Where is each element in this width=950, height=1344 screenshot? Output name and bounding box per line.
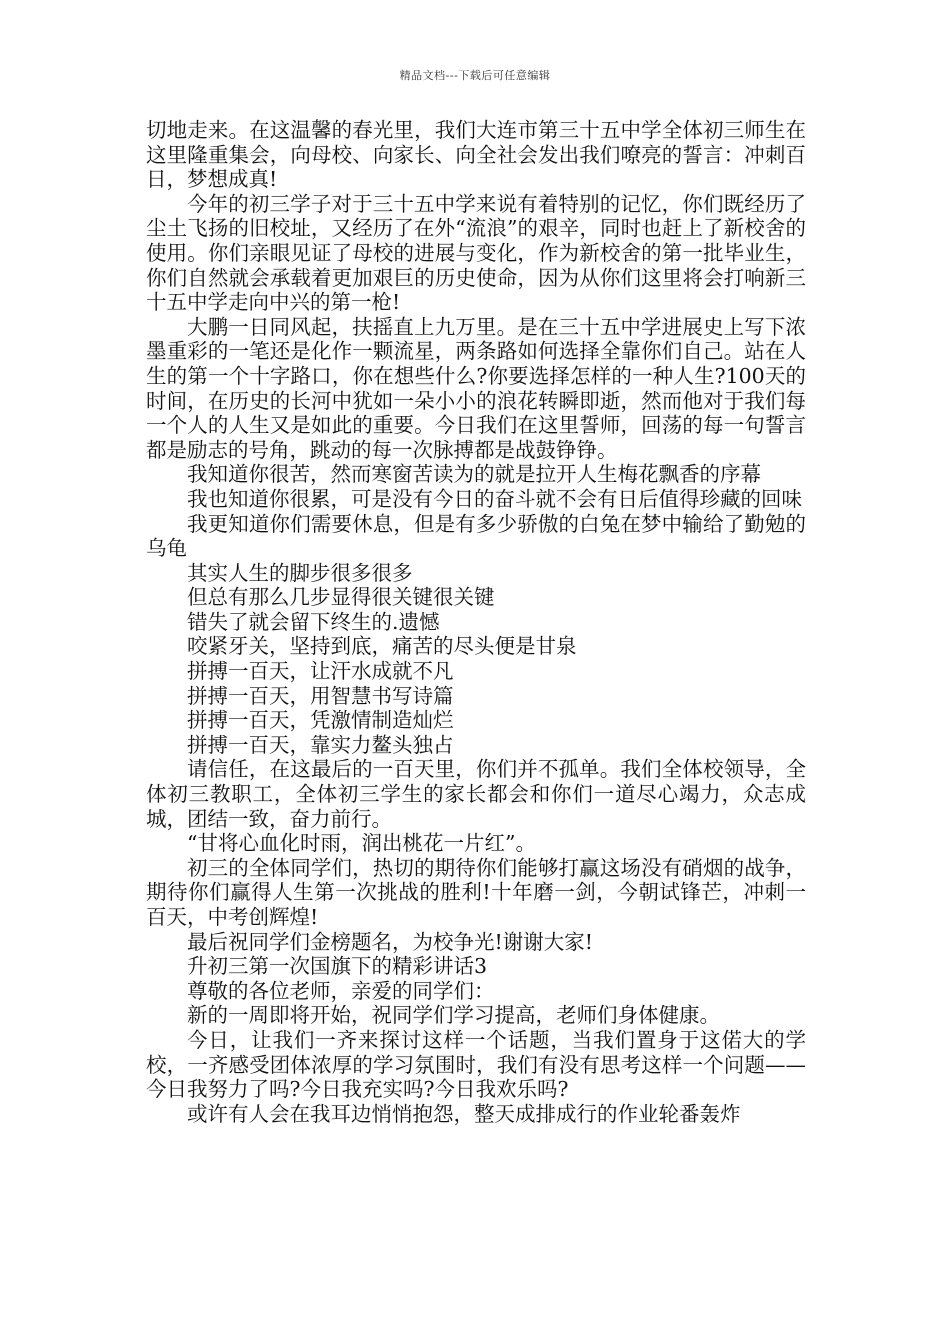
paragraph: 新的一周即将开始，祝同学们学习提高，老师们身体健康。	[187, 1003, 720, 1028]
paragraph: 或许有人会在我耳边悄悄抱怨，整天成排成行的作业轮番轰炸	[187, 1101, 741, 1126]
paragraph: 咬紧牙关，坚持到底，痛苦的尽头便是甘泉	[187, 634, 577, 659]
paragraph: 切地走来。在这温馨的春光里，我们大连市第三十五中学全体初三师生在这里隆重集会，向母校、向家长、向全社会发出我们嘹亮的誓言：冲刺百日，梦想成真!	[146, 118, 806, 192]
paragraph: 今日，让我们一齐来探讨这样一个话题，当我们置身于这偌大的学校，一齐感受团体浓厚的学习氛围时，我们有没有思考这样一个问题——今日我努力了吗?今日我充实吗?今日我欢乐吗?	[146, 1027, 806, 1102]
paragraph: 今年的初三学子对于三十五中学来说有着特别的记忆，你们既经历了尘土飞扬的旧校址，又经历了在外“流浪”的艰辛，同时也赶上了新校舍的使用。你们亲眼见证了母校的进展与变化，作为新校舍的第一批毕业生，你们自然就会承载着更加艰巨的历史使命，因为从你们这里将会打响新三十五中学走向中兴的第一枪!	[146, 191, 806, 315]
paragraph: 拼搏一百天，靠实力鳌头独占	[187, 732, 454, 757]
paragraph: 拼搏一百天，凭激情制造灿烂	[187, 708, 454, 733]
paragraph: 错失了就会留下终生的.遗憾	[187, 609, 440, 634]
page-header: 精品文档---下载后可任意编辑	[399, 69, 551, 82]
paragraph: 初三的全体同学们，热切的期待你们能够打赢这场没有硝烟的战争，期待你们赢得人生第一次挑战的胜利!十年磨一剑，今朝试锋芒，冲刺一百天，中考创辉煌!	[146, 855, 806, 929]
paragraph: 我更知道你们需要休息，但是有多少骄傲的白兔在梦中输给了勤勉的乌龟	[146, 511, 806, 561]
paragraph: 升初三第一次国旗下的精彩讲话3	[187, 954, 488, 979]
document-body	[146, 118, 806, 1126]
paragraph: 我知道你很苦，然而寒窗苦读为的就是拉开人生梅花飘香的序幕	[187, 462, 761, 487]
paragraph: 其实人生的脚步很多很多	[187, 560, 413, 585]
paragraph: 我也知道你很累，可是没有今日的奋斗就不会有日后值得珍藏的回味	[187, 486, 802, 511]
paragraph: 最后祝同学们金榜题名，为校争光!谢谢大家!	[187, 929, 593, 954]
paragraph: “甘将心血化时雨，润出桃花一片红”。	[187, 831, 536, 856]
paragraph: 大鹏一日同风起，扶摇直上九万里。是在三十五中学进展史上写下浓墨重彩的一笔还是化作一颗流星，两条路如何选择全靠你们自己。站在人生的第一个十字路口，你在想些什么?你要选择怎样的一种人生?100天的时间，在历史的长河中犹如一朵小小的浪花转瞬即逝，然而他对于我们每一个人的人生又是如此的重要。今日我们在这里誓师，回荡的每一句誓言都是励志的号角，跳动的每一次脉搏都是战鼓铮铮。	[146, 314, 806, 462]
paragraph: 请信任，在这最后的一百天里，你们并不孤单。我们全体校领导，全体初三教职工，全体初三学生的家长都会和你们一道尽心竭力，众志成城，团结一致，奋力前行。	[146, 757, 806, 831]
paragraph: 但总有那么几步显得很关键很关键	[187, 585, 495, 610]
paragraph: 拼搏一百天，用智慧书写诗篇	[187, 683, 454, 708]
paragraph: 尊敬的各位老师，亲爱的同学们：	[187, 978, 495, 1003]
paragraph: 拼搏一百天，让汗水成就不凡	[187, 659, 454, 684]
